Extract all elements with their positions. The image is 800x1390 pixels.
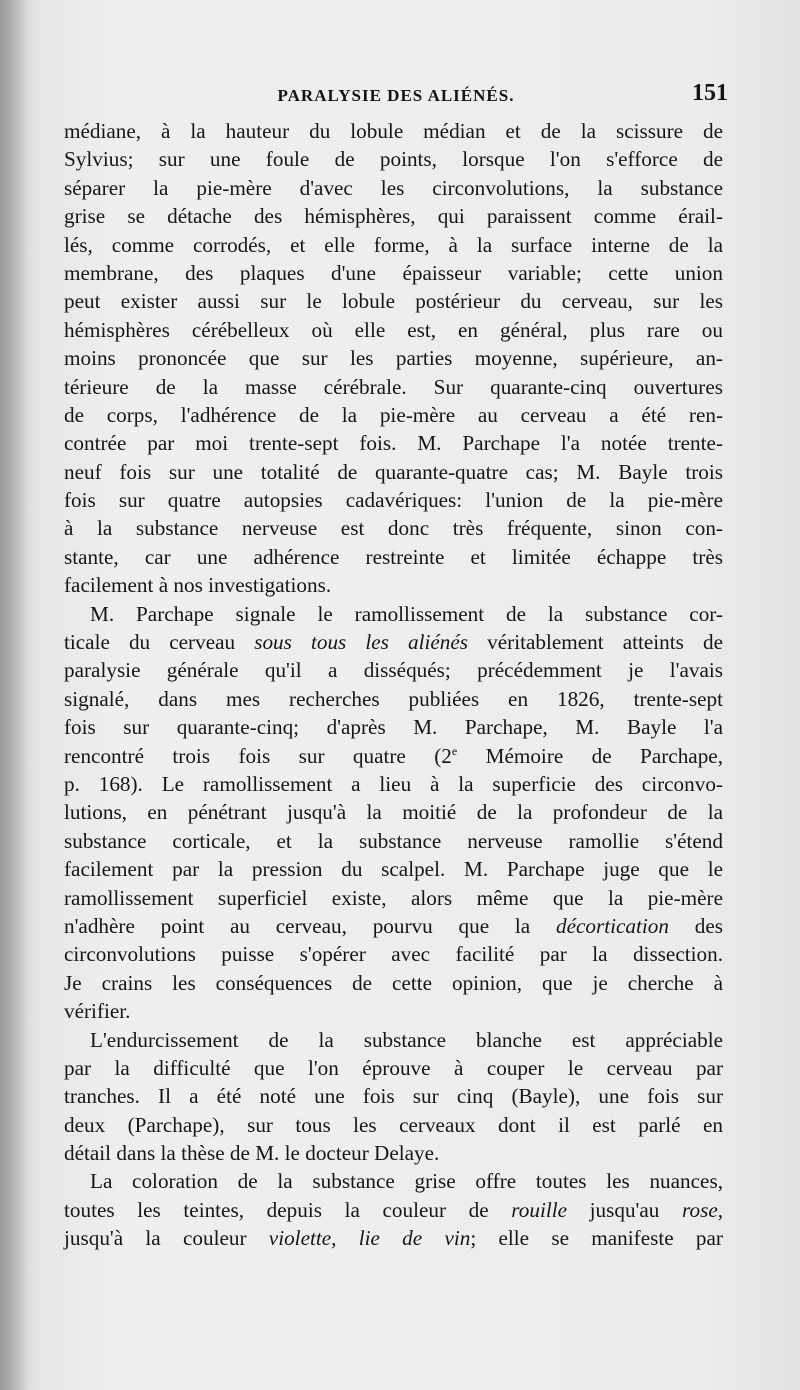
text-line: toutes les teintes, depuis la couleur de rouille jusqu'au rose,: [64, 1197, 724, 1222]
text-line: tranches. Il a été noté une fois sur cinq (Bayle), une fois sur: [64, 1084, 723, 1109]
text-line: térieure de la masse cérébrale. Sur quarante-cinq ouvertures: [64, 374, 723, 399]
text-line: facilement par la pression du scalpel. M. Parchape juge que le: [64, 857, 723, 882]
text-line: facilement à nos investigations.: [64, 573, 332, 598]
text-line: paralysie générale qu'il a disséqués; précédemment je l'avais: [64, 658, 723, 683]
text-line: à la substance nerveuse est donc très fréquente, sinon con-: [64, 516, 723, 541]
superscript: e: [451, 743, 458, 758]
page-header: [64, 80, 728, 110]
italic-text: décortication: [555, 913, 669, 938]
text-line: La coloration de la substance grise offre toutes les nuances,: [90, 1169, 723, 1194]
italic-text: rouille: [511, 1197, 568, 1222]
text-line: lutions, en pénétrant jusqu'à la moitié de la profondeur de la: [64, 800, 723, 825]
text-line: moins prononcée que sur les parties moyenne, supérieure, an-: [64, 346, 723, 371]
text-line: neuf fois sur une totalité de quarante-quatre cas; M. Bayle trois: [64, 459, 723, 484]
text-line: par la difficulté que l'on éprouve à couper le cerveau par: [64, 1055, 723, 1080]
italic-text: rose: [682, 1197, 718, 1222]
text-line: Je crains les conséquences de cette opinion, que je cherche à: [64, 970, 723, 995]
text-line: rencontré trois fois sur quatre (2e Mémoire de Parchape,: [64, 743, 723, 768]
text-line: ramollissement superficiel existe, alors même que la pie-mère: [64, 885, 723, 910]
paragraph-4: [64, 1167, 723, 1252]
text-line: stante, car une adhérence restreinte et limitée échappe très: [64, 544, 723, 569]
italic-text: sous tous les aliénés: [254, 630, 469, 655]
running-head: PARALYSIE DES ALIÉNÉS.: [277, 86, 515, 105]
text-line: peut exister aussi sur le lobule postérieur du cerveau, sur les: [64, 289, 723, 314]
text-line: ticale du cerveau sous tous les aliénés véritablement atteints de: [64, 630, 723, 655]
paragraph-2: [64, 600, 723, 1026]
text-line: M. Parchape signale le ramollissement de la substance cor-: [90, 601, 723, 626]
text-line: jusqu'à la couleur violette, lie de vin; elle se manifeste par: [64, 1226, 723, 1251]
text-line: circonvolutions puisse s'opérer avec facilité par la dissection.: [64, 942, 723, 967]
italic-text: violette, lie de vin: [268, 1226, 471, 1251]
paragraph-1: [64, 117, 723, 600]
text-line: médiane, à la hauteur du lobule médian et de la scissure de: [64, 119, 723, 143]
text-line: Sylvius; sur une foule de points, lorsque l'on s'efforce de: [64, 147, 723, 172]
text-line: fois sur quatre autopsies cadavériques: l'union de la pie-mère: [64, 488, 723, 513]
text-line: lés, comme corrodés, et elle forme, à la surface interne de la: [64, 232, 723, 257]
text-line: L'endurcissement de la substance blanche est appréciable: [90, 1027, 723, 1052]
page-number: 151: [692, 80, 728, 106]
text-line: substance corticale, et la substance nerveuse ramollie s'étend: [64, 828, 723, 853]
paragraph-3: [64, 1026, 723, 1168]
text-line: fois sur quarante-cinq; d'après M. Parchape, M. Bayle l'a: [64, 715, 723, 740]
text-line: deux (Parchape), sur tous les cerveaux dont il est parlé en: [64, 1112, 723, 1137]
text-line: n'adhère point au cerveau, pourvu que la décortication des: [64, 913, 723, 938]
text-line: vérifier.: [64, 999, 131, 1024]
text-line: de corps, l'adhérence de la pie-mère au cerveau a été ren-: [64, 402, 723, 427]
text-line: contrée par moi trente-sept fois. M. Parchape l'a notée trente-: [64, 431, 723, 456]
text-line: signalé, dans mes recherches publiées en 1826, trente-sept: [64, 686, 723, 711]
text-line: membrane, des plaques d'une épaisseur variable; cette union: [64, 260, 723, 285]
text-line: p. 168). Le ramollissement a lieu à la superficie des circonvo-: [64, 771, 723, 796]
text-line: séparer la pie-mère d'avec les circonvolutions, la substance: [64, 175, 723, 200]
text-line: hémisphères cérébelleux où elle est, en général, plus rare ou: [64, 317, 723, 342]
text-line: détail dans la thèse de M. le docteur Delaye.: [64, 1141, 440, 1166]
text-line: grise se détache des hémisphères, qui paraissent comme érail-: [64, 204, 723, 229]
body-text: [64, 117, 723, 1253]
